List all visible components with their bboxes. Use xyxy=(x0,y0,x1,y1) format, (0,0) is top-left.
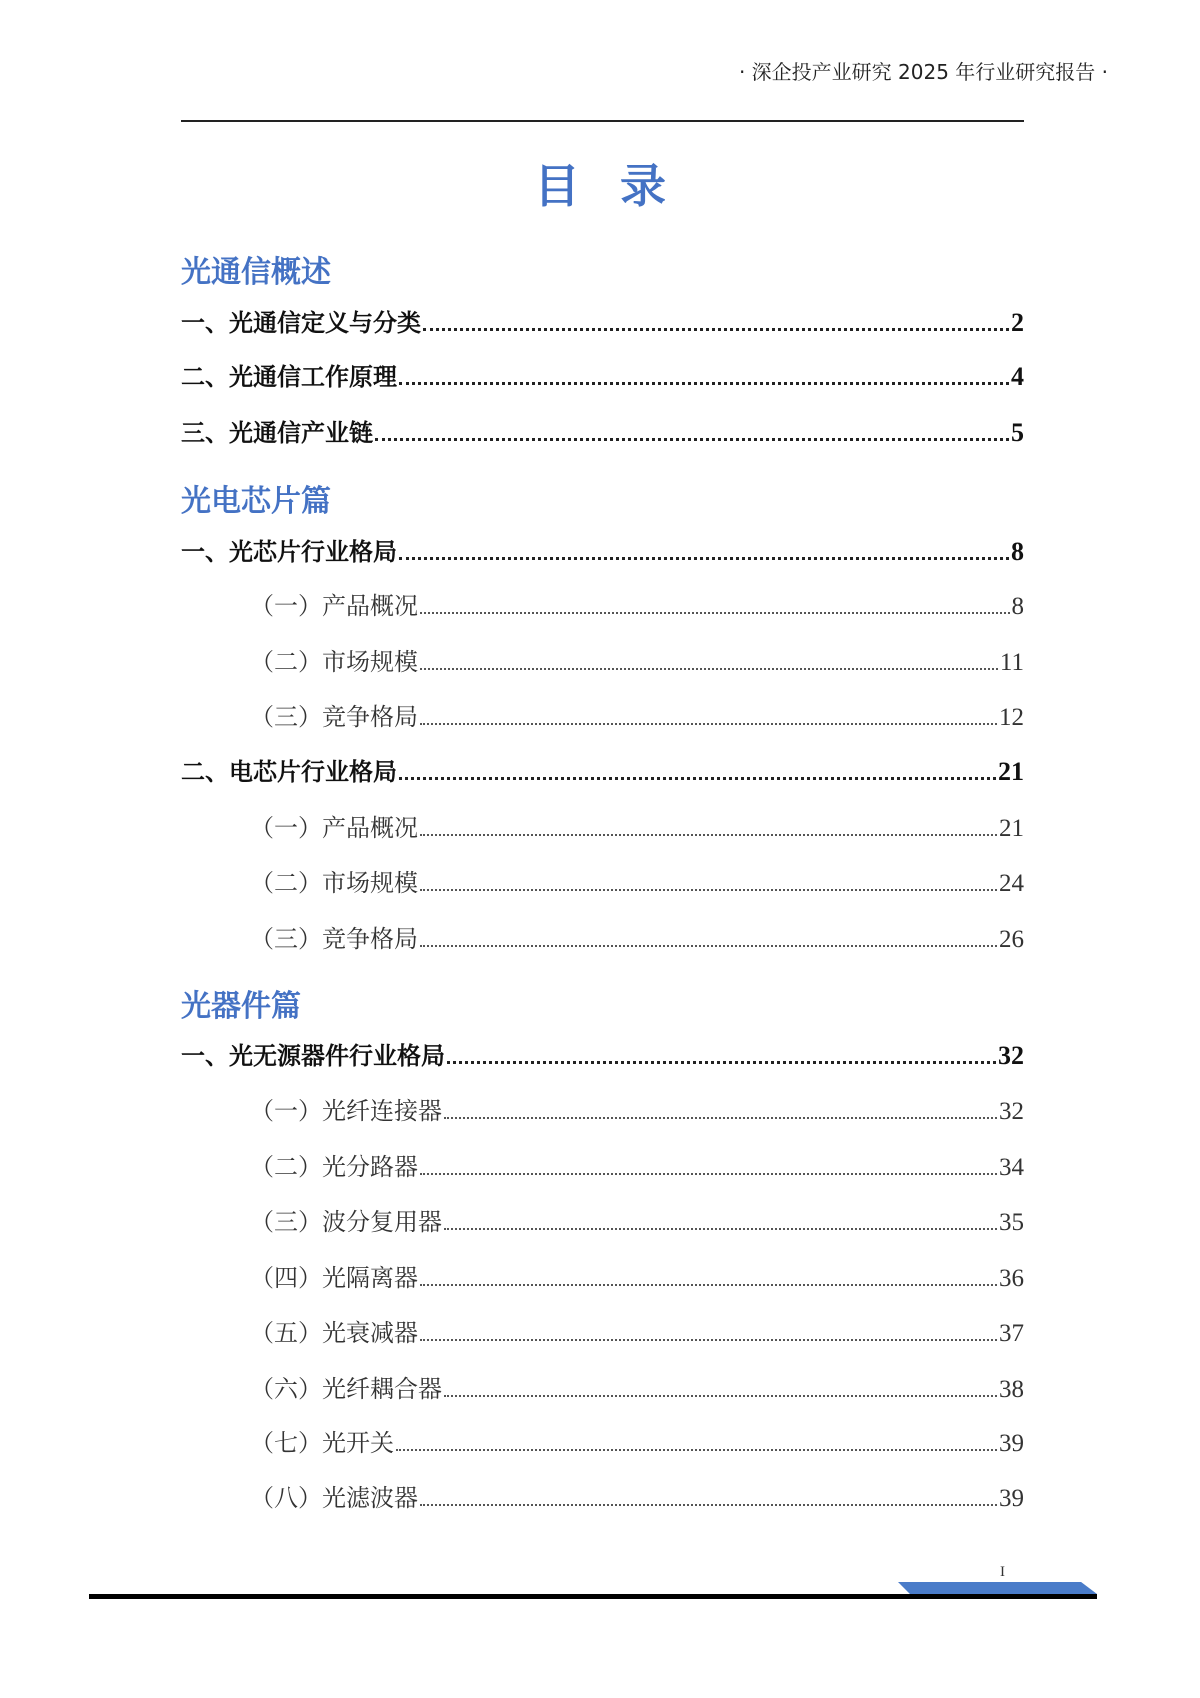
toc-entry[interactable] xyxy=(181,1477,1024,1513)
toc-section-heading xyxy=(181,480,1024,520)
toc-entry-page: 39 xyxy=(999,1430,1024,1457)
toc-entry[interactable] xyxy=(181,412,1024,448)
toc-entry[interactable] xyxy=(181,862,1024,898)
toc-entry-page: 5 xyxy=(1011,418,1024,447)
dot-leader xyxy=(420,889,997,891)
toc-entry-label: （四）光隔离器 xyxy=(250,1264,418,1292)
dot-leader xyxy=(420,1173,997,1175)
dot-leader xyxy=(444,1228,997,1230)
toc-entry[interactable] xyxy=(181,918,1024,954)
toc-entry-label: （八）光滤波器 xyxy=(250,1484,418,1512)
dot-leader xyxy=(420,945,997,947)
toc-entry[interactable] xyxy=(181,302,1024,338)
toc-entry-label: （一）产品概况 xyxy=(250,814,418,842)
dot-leader xyxy=(420,668,998,670)
toc-entry-page: 37 xyxy=(999,1320,1024,1347)
toc-entry-label: 二、电芯片行业格局 xyxy=(181,758,397,786)
toc-entry[interactable] xyxy=(181,807,1024,843)
toc-entry-label: 光通信概述 xyxy=(181,255,331,290)
dot-leader xyxy=(420,1504,997,1506)
dot-leader xyxy=(399,382,1009,385)
toc-entry[interactable] xyxy=(181,585,1024,621)
toc-entry-page: 21 xyxy=(999,815,1024,842)
toc-entry[interactable] xyxy=(181,1257,1024,1293)
dot-leader xyxy=(399,777,996,780)
toc-entry[interactable] xyxy=(181,696,1024,732)
toc-entry-label: （三）竞争格局 xyxy=(250,703,418,731)
toc-entry[interactable] xyxy=(181,1146,1024,1182)
dot-leader xyxy=(420,834,997,836)
toc-entry-label: （三）波分复用器 xyxy=(250,1208,442,1236)
footer-accent-bar xyxy=(898,1582,1097,1594)
toc-entry-page: 11 xyxy=(999,649,1024,676)
toc-entry-label: 一、光通信定义与分类 xyxy=(181,309,421,337)
toc-entry-label: （二）光分路器 xyxy=(250,1153,418,1181)
footer-rule xyxy=(89,1594,1097,1599)
toc-entry[interactable] xyxy=(181,1422,1024,1458)
toc-entry-label: （二）市场规模 xyxy=(250,648,418,676)
toc-entry-page: 2 xyxy=(1011,308,1024,337)
toc-entry[interactable] xyxy=(181,751,1024,787)
toc-entry-page: 8 xyxy=(1011,593,1024,620)
dot-leader xyxy=(420,612,1010,614)
dot-leader xyxy=(447,1061,996,1064)
dot-leader xyxy=(423,328,1009,331)
toc-entry-label: 一、光芯片行业格局 xyxy=(181,538,397,566)
toc-entry[interactable] xyxy=(181,641,1024,677)
toc-entry-page: 21 xyxy=(998,757,1024,786)
page-number: I xyxy=(1000,1564,1005,1580)
header-rule xyxy=(181,120,1024,122)
toc-entry[interactable] xyxy=(181,1201,1024,1237)
dot-leader xyxy=(444,1395,997,1397)
toc-entry[interactable] xyxy=(181,1312,1024,1348)
dot-leader xyxy=(375,438,1009,441)
toc-entry-page: 8 xyxy=(1011,537,1024,566)
toc-entry-page: 39 xyxy=(999,1485,1024,1512)
toc-entry[interactable] xyxy=(181,1035,1024,1071)
dot-leader xyxy=(420,1339,997,1341)
toc-entry-label: （一）光纤连接器 xyxy=(250,1097,442,1125)
toc-entry-page: 12 xyxy=(999,704,1024,731)
toc-entry-page: 26 xyxy=(999,926,1024,953)
toc-entry-page: 38 xyxy=(999,1376,1024,1403)
toc-entry[interactable] xyxy=(181,1368,1024,1404)
toc-entry-label: 光器件篇 xyxy=(181,989,301,1024)
toc-entry-page: 36 xyxy=(999,1265,1024,1292)
dot-leader xyxy=(444,1117,997,1119)
toc-entry-label: 三、光通信产业链 xyxy=(181,419,373,447)
toc-entry-page: 4 xyxy=(1011,362,1024,391)
toc-entry-label: （五）光衰减器 xyxy=(250,1319,418,1347)
toc-section-heading xyxy=(181,251,1024,291)
toc-entry-label: （六）光纤耦合器 xyxy=(250,1375,442,1403)
toc-entry[interactable] xyxy=(181,356,1024,392)
page-title: 目录 xyxy=(534,159,706,213)
running-header: · 深企投产业研究 2025 年行业研究报告 · xyxy=(738,60,1108,84)
toc-entry-page: 24 xyxy=(999,870,1024,897)
toc-entry-label: （二）市场规模 xyxy=(250,869,418,897)
toc-entry-page: 35 xyxy=(999,1209,1024,1236)
dot-leader xyxy=(399,557,1009,560)
dot-leader xyxy=(396,1449,997,1451)
toc-entry-label: （三）竞争格局 xyxy=(250,925,418,953)
dot-leader xyxy=(420,723,997,725)
toc-entry-label: 一、光无源器件行业格局 xyxy=(181,1042,445,1070)
toc-entry-page: 32 xyxy=(999,1098,1024,1125)
toc-section-heading xyxy=(181,985,1024,1025)
toc-entry[interactable] xyxy=(181,531,1024,567)
toc-entry-page: 34 xyxy=(999,1154,1024,1181)
toc-entry-label: 二、光通信工作原理 xyxy=(181,363,397,391)
toc-entry[interactable] xyxy=(181,1090,1024,1126)
toc-entry-label: 光电芯片篇 xyxy=(181,484,331,519)
toc-entry-page: 32 xyxy=(998,1041,1024,1070)
dot-leader xyxy=(420,1284,997,1286)
toc-entry-label: （一）产品概况 xyxy=(250,592,418,620)
toc-entry-label: （七）光开关 xyxy=(250,1429,394,1457)
